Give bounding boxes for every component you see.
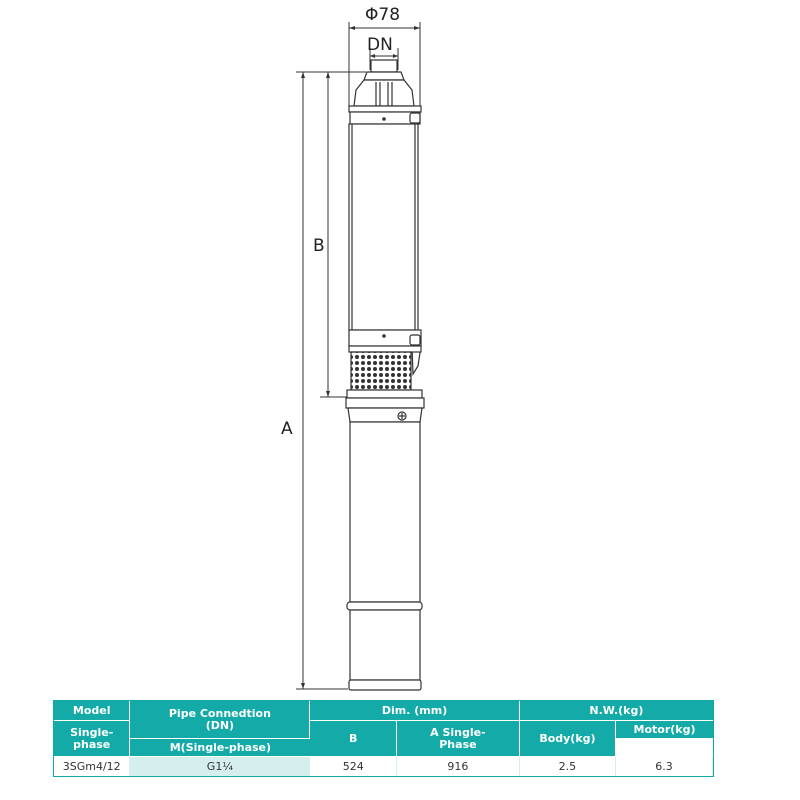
header-nw: N.W.(kg) <box>520 701 713 721</box>
header-motor: Motor(kg) <box>616 721 713 739</box>
header-b: B <box>310 721 397 757</box>
cell-dn: G1¼ <box>130 757 310 776</box>
cable-clip-bottom <box>410 335 420 345</box>
cell-b: 524 <box>310 757 397 776</box>
table-row <box>54 757 713 776</box>
pump-body <box>346 60 424 690</box>
header-pipe: Pipe Connedtion (DN) <box>130 701 310 739</box>
b-label: B <box>313 236 325 256</box>
cell-model: 3SGm4/12 <box>54 757 130 776</box>
intake-screen <box>351 352 411 390</box>
cell-motor: 6.3 <box>616 757 713 776</box>
cable-clip-top <box>410 113 420 123</box>
diameter-label: Φ78 <box>365 5 401 25</box>
header-motor-single: M(Single-phase) <box>130 739 310 757</box>
header-model: Model <box>54 701 130 721</box>
cell-a: 916 <box>397 757 520 776</box>
header-body: Body(kg) <box>520 721 616 757</box>
header-a: A Single-Phase <box>397 721 520 757</box>
a-label: A <box>281 419 293 439</box>
dn-label: DN <box>367 35 393 55</box>
outlet-thread <box>371 60 397 72</box>
spec-table <box>53 700 714 777</box>
header-dim: Dim. (mm) <box>310 701 519 721</box>
cell-body: 2.5 <box>520 757 616 776</box>
header-single-phase: Single-phase <box>54 721 130 757</box>
